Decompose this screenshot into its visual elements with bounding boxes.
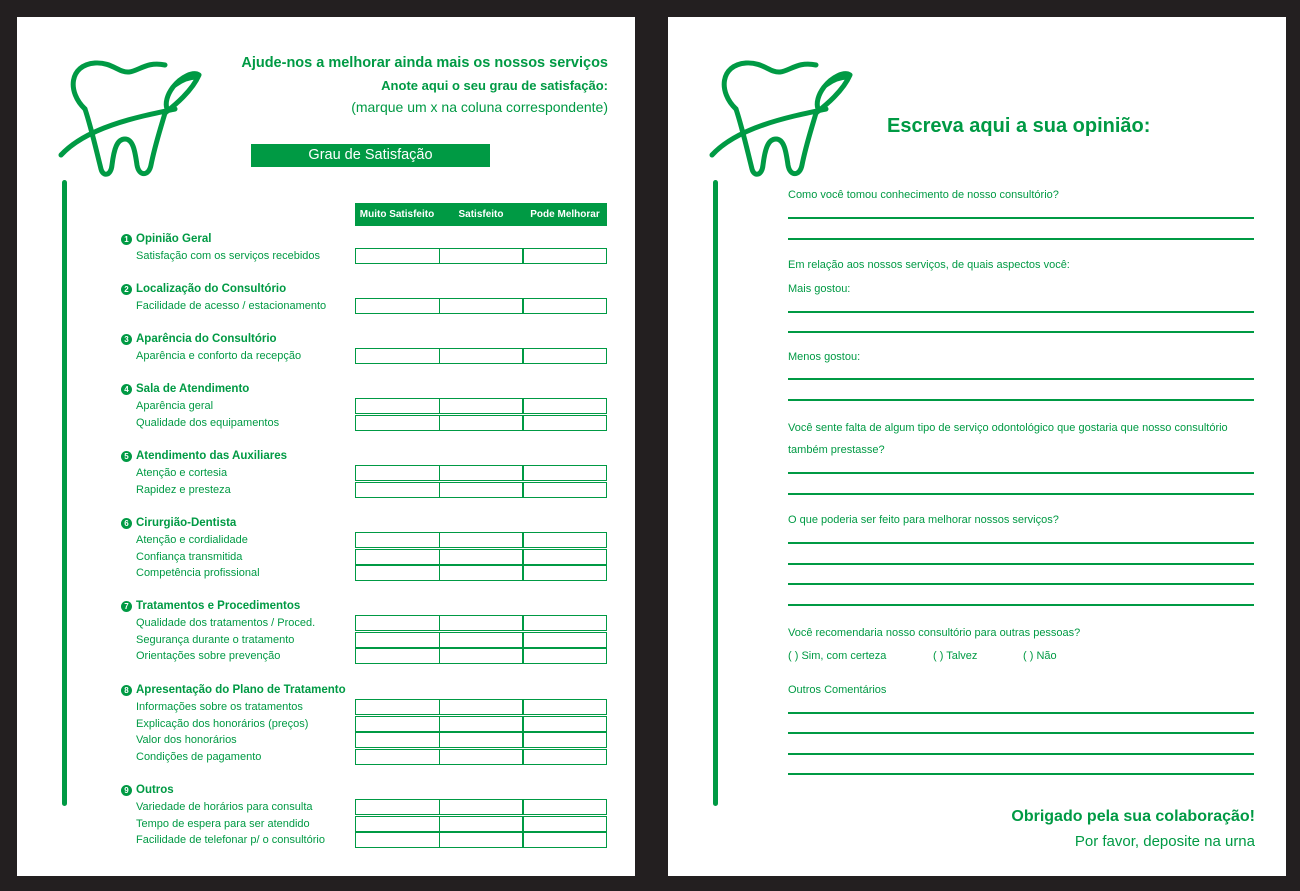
survey-item-label: Atenção e cordialidade <box>136 533 248 546</box>
survey-item-label: Informações sobre os tratamentos <box>136 700 303 713</box>
rating-checkbox[interactable] <box>355 532 440 548</box>
rating-checkbox[interactable] <box>355 816 440 832</box>
rating-checkbox[interactable] <box>355 565 440 581</box>
rating-checkbox[interactable] <box>522 482 607 498</box>
option-maybe-checkbox[interactable]: ( ) Talvez <box>933 650 978 662</box>
section-number-icon: 9 <box>121 785 132 796</box>
answer-line[interactable] <box>788 331 1254 333</box>
rating-checkbox[interactable] <box>522 348 607 364</box>
survey-item-label: Valor dos honorários <box>136 734 237 747</box>
rating-row <box>355 732 607 748</box>
rating-checkbox[interactable] <box>439 532 524 548</box>
rating-checkbox[interactable] <box>439 732 524 748</box>
rating-checkbox[interactable] <box>439 832 524 848</box>
answer-line[interactable] <box>788 238 1254 240</box>
rating-checkbox[interactable] <box>355 699 440 715</box>
section-number-icon: 7 <box>121 601 132 612</box>
rating-row <box>355 565 607 581</box>
rating-checkbox[interactable] <box>439 799 524 815</box>
section-title <box>121 684 346 696</box>
section-title-text: Localização do Consultório <box>136 283 287 295</box>
section-title-text: Outros <box>136 784 174 796</box>
section-title <box>121 283 286 295</box>
header-line-1: Ajude-nos a melhorar ainda mais os nossos serviços <box>241 55 608 71</box>
opinion-page <box>668 17 1286 876</box>
section-number-icon: 3 <box>121 334 132 345</box>
rating-row <box>355 648 607 664</box>
answer-line[interactable] <box>788 311 1254 313</box>
rating-row <box>355 482 607 498</box>
section-title-text: Opinião Geral <box>136 233 212 245</box>
header-line-3: (marque um x na coluna correspondente) <box>351 99 608 115</box>
rating-checkbox[interactable] <box>355 832 440 848</box>
survey-item-label: Facilidade de acesso / estacionamento <box>136 299 327 312</box>
survey-item-label: Condições de pagamento <box>136 751 262 764</box>
deposit-instruction: Por favor, deposite na urna <box>1074 833 1255 850</box>
rating-checkbox[interactable] <box>522 465 607 481</box>
section-number-icon: 5 <box>121 451 132 462</box>
rating-row <box>355 398 607 414</box>
section-title-text: Cirurgião-Dentista <box>136 517 237 529</box>
question-missing-service: Você sente falta de algum tipo de serviço odontológico que gostaria que nosso consultório <box>788 422 1228 434</box>
rating-checkbox[interactable] <box>355 482 440 498</box>
rating-checkbox[interactable] <box>522 398 607 414</box>
section-title <box>121 450 287 462</box>
decorative-vertical-bar <box>713 180 718 806</box>
rating-checkbox[interactable] <box>522 699 607 715</box>
rating-row <box>355 716 607 732</box>
survey-item-label: Rapidez e presteza <box>136 483 231 496</box>
option-no-checkbox[interactable]: ( ) Não <box>1023 650 1057 662</box>
survey-item-label: Satisfação com os serviços recebidos <box>136 249 321 262</box>
rating-checkbox[interactable] <box>355 398 440 414</box>
rating-checkbox[interactable] <box>439 615 524 631</box>
rating-checkbox[interactable] <box>439 816 524 832</box>
section-title <box>121 233 211 245</box>
question-missing-service-cont: também prestasse? <box>788 444 885 456</box>
rating-checkbox[interactable] <box>355 632 440 648</box>
thank-you-message: Obrigado pela sua colaboração! <box>1011 808 1255 825</box>
rating-checkbox[interactable] <box>522 716 607 732</box>
rating-checkbox[interactable] <box>522 648 607 664</box>
section-title <box>121 600 300 612</box>
rating-checkbox[interactable] <box>439 565 524 581</box>
column-header: Muito Satisfeito <box>359 209 435 220</box>
answer-line[interactable] <box>788 493 1254 495</box>
survey-item-label: Orientações sobre prevenção <box>136 650 281 663</box>
rating-row <box>355 832 607 848</box>
rating-checkbox[interactable] <box>355 799 440 815</box>
rating-row <box>355 465 607 481</box>
rating-checkbox[interactable] <box>439 482 524 498</box>
tooth-logo-icon <box>708 57 858 179</box>
survey-item-label: Variedade de horários para consulta <box>136 800 313 813</box>
answer-line[interactable] <box>788 563 1254 565</box>
tooth-logo-icon <box>57 57 207 179</box>
rating-row <box>355 248 607 264</box>
rating-row <box>355 549 607 565</box>
rating-checkbox[interactable] <box>522 749 607 765</box>
header-line-2: Anote aqui o seu grau de satisfação: <box>381 78 608 93</box>
survey-item-label: Qualidade dos equipamentos <box>136 416 280 429</box>
answer-line[interactable] <box>788 732 1254 734</box>
survey-item-label: Qualidade dos tratamentos / Proced. <box>136 616 316 629</box>
rating-checkbox[interactable] <box>355 248 440 264</box>
section-number-icon: 2 <box>121 284 132 295</box>
survey-item-label: Competência profissional <box>136 567 260 580</box>
rating-checkbox[interactable] <box>522 615 607 631</box>
rating-checkbox[interactable] <box>439 648 524 664</box>
answer-line[interactable] <box>788 583 1254 585</box>
rating-checkbox[interactable] <box>439 699 524 715</box>
column-header: Pode Melhorar <box>530 209 600 220</box>
rating-checkbox[interactable] <box>522 832 607 848</box>
section-title-text: Sala de Atendimento <box>136 383 250 395</box>
decorative-vertical-bar <box>62 180 67 806</box>
section-title-text: Tratamentos e Procedimentos <box>136 600 301 612</box>
rating-checkbox[interactable] <box>522 298 607 314</box>
rating-checkbox[interactable] <box>355 648 440 664</box>
rating-checkbox[interactable] <box>355 615 440 631</box>
option-yes-checkbox[interactable]: ( ) Sim, com certeza <box>788 650 887 662</box>
answer-line[interactable] <box>788 217 1254 219</box>
rating-row <box>355 799 607 815</box>
rating-checkbox[interactable] <box>522 248 607 264</box>
rating-checkbox[interactable] <box>439 549 524 565</box>
answer-line[interactable] <box>788 378 1254 380</box>
satisfaction-survey-page <box>17 17 635 876</box>
rating-row <box>355 348 607 364</box>
survey-item-label: Segurança durante o tratamento <box>136 633 295 646</box>
answer-line[interactable] <box>788 712 1254 714</box>
rating-checkbox[interactable] <box>522 816 607 832</box>
survey-item-label: Facilidade de telefonar p/ o consultório <box>136 834 325 847</box>
rating-checkbox[interactable] <box>522 532 607 548</box>
survey-item-label: Explicação dos honorários (preços) <box>136 717 309 730</box>
rating-checkbox[interactable] <box>439 465 524 481</box>
rating-checkbox[interactable] <box>355 415 440 431</box>
question-recommend: Você recomendaria nosso consultório para outras pessoas? <box>788 627 1081 639</box>
rating-column-headers <box>355 203 607 226</box>
rating-checkbox[interactable] <box>439 398 524 414</box>
rating-row <box>355 415 607 431</box>
section-title <box>121 517 236 529</box>
survey-item-label: Atenção e cortesia <box>136 466 228 479</box>
section-number-icon: 4 <box>121 384 132 395</box>
rating-checkbox[interactable] <box>355 549 440 565</box>
rating-checkbox[interactable] <box>439 749 524 765</box>
question-aspects: Em relação aos nossos serviços, de quais aspectos você: <box>788 259 1070 271</box>
rating-row <box>355 532 607 548</box>
answer-line[interactable] <box>788 542 1254 544</box>
question-how-found: Como você tomou conhecimento de nosso consultório? <box>788 189 1059 201</box>
survey-item-label: Tempo de espera para ser atendido <box>136 817 310 830</box>
question-liked-most: Mais gostou: <box>788 283 851 295</box>
rating-row <box>355 749 607 765</box>
rating-checkbox[interactable] <box>522 549 607 565</box>
column-header: Satisfeito <box>458 209 504 220</box>
rating-checkbox[interactable] <box>439 248 524 264</box>
rating-checkbox[interactable] <box>439 415 524 431</box>
answer-line[interactable] <box>788 604 1254 606</box>
section-title-text: Aparência do Consultório <box>136 333 277 345</box>
section-number-icon: 1 <box>121 234 132 245</box>
other-comments-label: Outros Comentários <box>788 684 887 696</box>
answer-line[interactable] <box>788 472 1254 474</box>
answer-line[interactable] <box>788 773 1254 775</box>
rating-checkbox[interactable] <box>522 732 607 748</box>
survey-item-label: Aparência e conforto da recepção <box>136 349 302 362</box>
rating-checkbox[interactable] <box>439 298 524 314</box>
answer-line[interactable] <box>788 399 1254 401</box>
rating-checkbox[interactable] <box>355 298 440 314</box>
survey-item-label: Aparência geral <box>136 399 214 412</box>
question-liked-least: Menos gostou: <box>788 351 861 363</box>
section-number-icon: 8 <box>121 685 132 696</box>
answer-line[interactable] <box>788 753 1254 755</box>
rating-checkbox[interactable] <box>355 716 440 732</box>
rating-checkbox[interactable] <box>355 732 440 748</box>
satisfaction-grade-banner: Grau de Satisfação <box>251 144 490 167</box>
rating-checkbox[interactable] <box>355 749 440 765</box>
rating-checkbox[interactable] <box>522 565 607 581</box>
rating-row <box>355 699 607 715</box>
section-number-icon: 6 <box>121 518 132 529</box>
section-title-text: Apresentação do Plano de Tratamento <box>136 684 346 696</box>
rating-row <box>355 816 607 832</box>
section-title <box>121 784 174 796</box>
survey-item-label: Confiança transmitida <box>136 550 243 563</box>
rating-checkbox[interactable] <box>355 465 440 481</box>
rating-checkbox[interactable] <box>355 348 440 364</box>
rating-row <box>355 632 607 648</box>
rating-checkbox[interactable] <box>522 799 607 815</box>
rating-checkbox[interactable] <box>439 348 524 364</box>
section-title <box>121 383 249 395</box>
rating-checkbox[interactable] <box>522 632 607 648</box>
rating-row <box>355 615 607 631</box>
section-title-text: Atendimento das Auxiliares <box>136 450 288 462</box>
rating-checkbox[interactable] <box>439 632 524 648</box>
rating-checkbox[interactable] <box>522 415 607 431</box>
opinion-title: Escreva aqui a sua opinião: <box>887 115 1151 137</box>
rating-row <box>355 298 607 314</box>
section-title <box>121 333 277 345</box>
rating-checkbox[interactable] <box>439 716 524 732</box>
question-improve: O que poderia ser feito para melhorar nossos serviços? <box>788 514 1059 526</box>
